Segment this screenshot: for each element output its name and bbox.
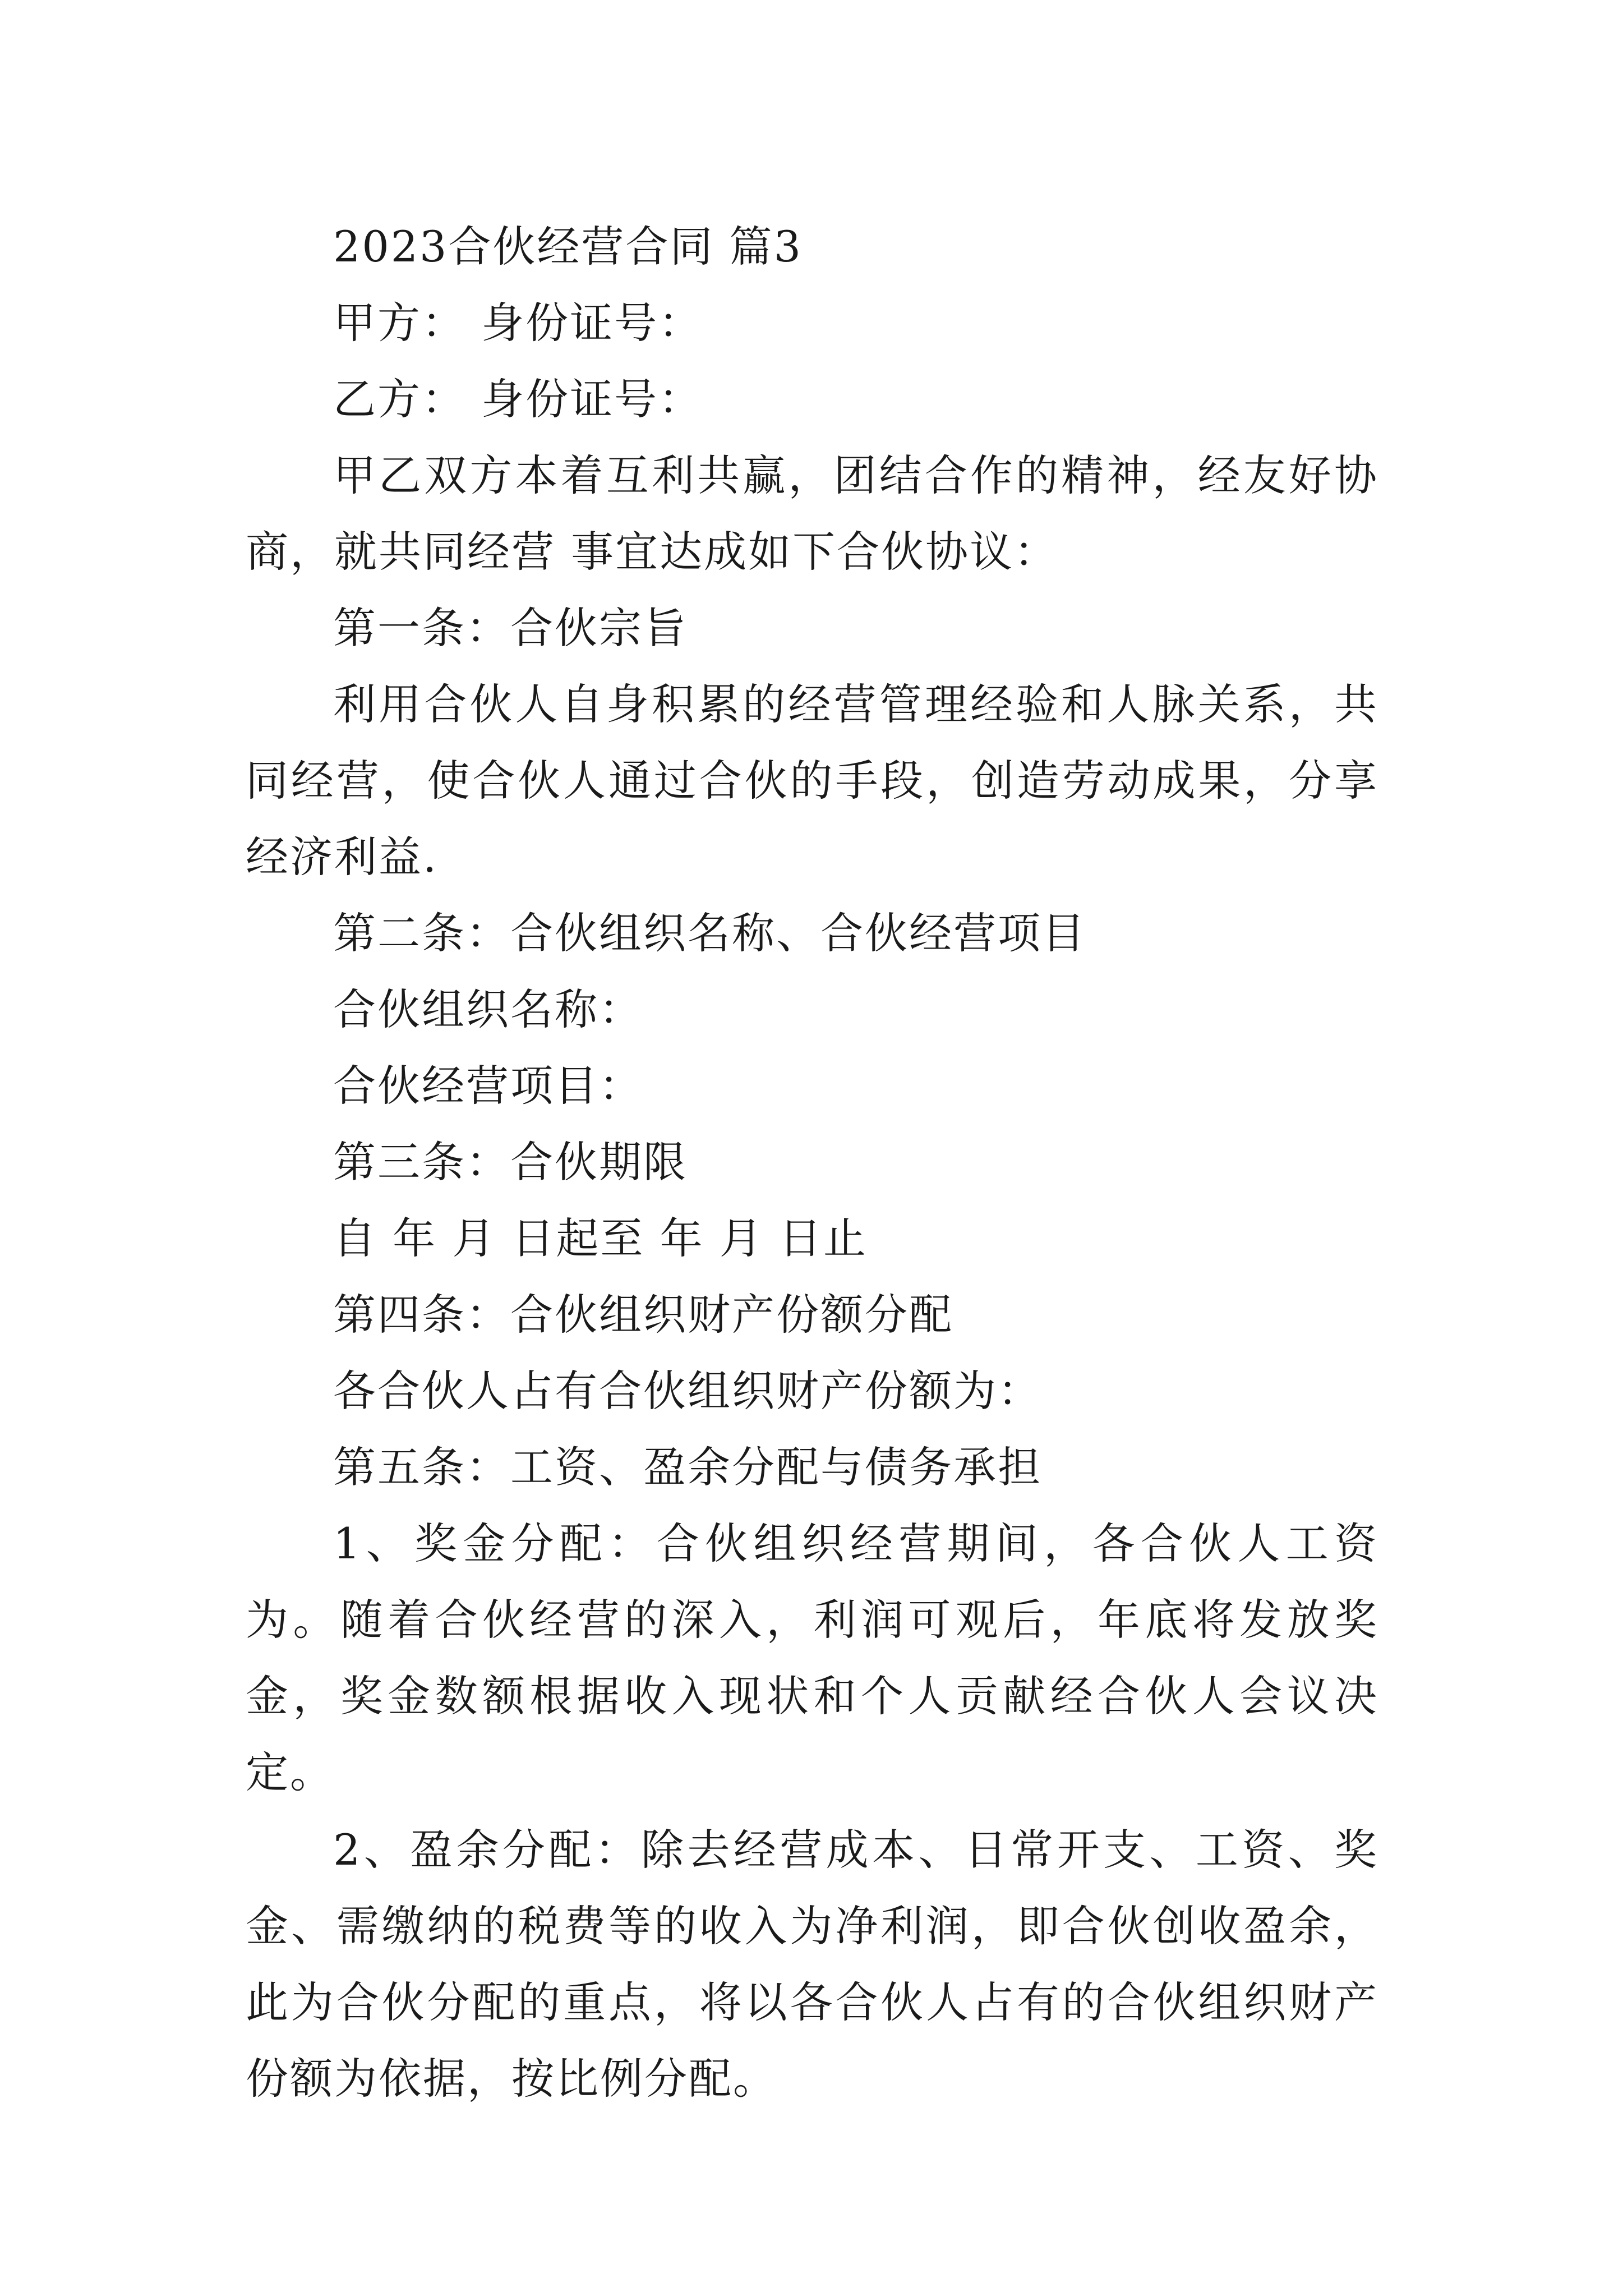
article-1-body: 利用合伙人自身积累的经营管理经验和人脉关系，共同经营，使合伙人通过合伙的手段，创造劳动成果，分享经济利益. <box>246 679 1378 882</box>
article-3-heading: 第三条：合伙期限 <box>333 1137 688 1187</box>
party-a-line: 甲方： 身份证号： <box>333 298 703 348</box>
term-line: 自 年 月 日起至 年 月 日止 <box>333 1213 868 1263</box>
party-b-line: 乙方： 身份证号： <box>333 374 703 424</box>
bonus-distribution-paragraph: 1、奖金分配：合伙组织经营期间，各合伙人工资为。随着合伙经营的深入，利润可观后，年底将发放奖金，奖金数额根据收入现状和个人贡献经合伙人会议决定。 <box>246 1519 1378 1797</box>
business-project-line: 合伙经营项目： <box>333 1061 643 1111</box>
property-share-line: 各合伙人占有合伙组织财产份额为： <box>333 1366 1042 1416</box>
preamble-paragraph: 甲乙双方本着互利共赢，团结合作的精神，经友好协商，就共同经营 事宜达成如下合伙协议： <box>246 450 1378 577</box>
document-title: 2023合伙经营合同 篇3 <box>333 222 803 272</box>
document-body <box>246 209 1378 2117</box>
article-4-heading: 第四条：合伙组织财产份额分配 <box>333 1290 953 1340</box>
surplus-distribution-paragraph: 2、盈余分配：除去经营成本、日常开支、工资、奖金、需缴纳的税费等的收入为净利润，即合伙创收盈余，此为合伙分配的重点，将以各合伙人占有的合伙组织财产份额为依据，按比例分配。 <box>246 1825 1378 2104</box>
article-2-heading: 第二条：合伙组织名称、合伙经营项目 <box>333 908 1086 958</box>
article-5-heading: 第五条：工资、盈余分配与债务承担 <box>333 1442 1042 1492</box>
organization-name-line: 合伙组织名称： <box>333 984 643 1034</box>
article-1-heading: 第一条：合伙宗旨 <box>333 603 688 653</box>
